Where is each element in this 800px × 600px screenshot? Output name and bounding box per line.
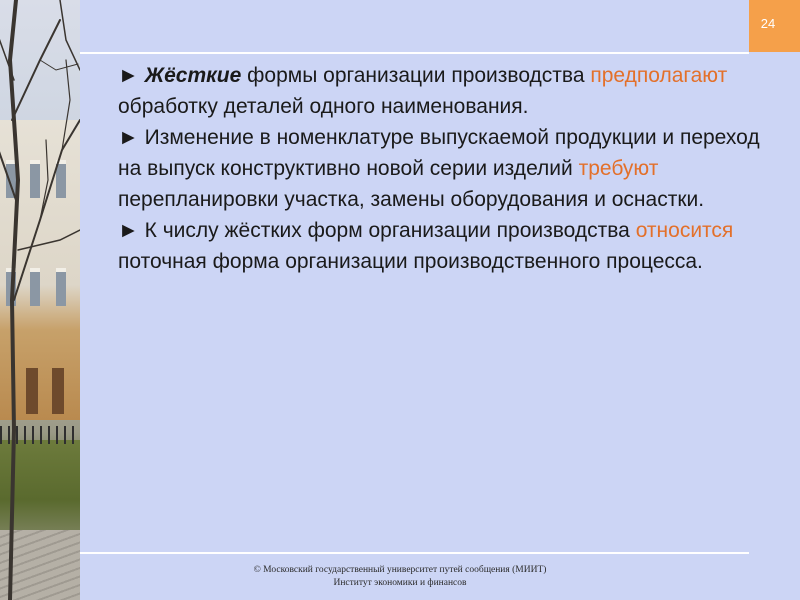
bullet-arrow-icon: ► — [118, 64, 139, 87]
footer-line-university: © Московский государственный университет путей сообщения (МИИТ) — [253, 565, 547, 575]
paragraph-text: обработку деталей одного наименования. — [118, 95, 529, 118]
paragraph-text: К числу жёстких форм организации производства — [144, 219, 636, 242]
page-number: 24 — [760, 16, 776, 31]
paragraph-text: Изменение в номенклатуре выпускаемой продукции и переход на выпуск конструктивно новой серии изделий — [118, 126, 760, 180]
top-divider — [80, 52, 749, 54]
paragraph-flow-form — [118, 215, 778, 277]
slide-body — [118, 60, 778, 277]
footer-line-institute: Институт экономики и финансов — [333, 578, 467, 588]
bullet-arrow-icon: ► — [118, 126, 139, 149]
bottom-divider — [80, 552, 749, 554]
campus-photo-strip — [0, 0, 80, 600]
bullet-arrow-icon: ► — [118, 219, 139, 242]
highlighted-verb: предполагают — [590, 64, 728, 87]
paragraph-text: перепланировки участка, замены оборудования и оснастки. — [118, 188, 705, 211]
highlighted-verb: относится — [635, 219, 734, 242]
tree-branches — [0, 0, 80, 600]
paragraph-text: поточная форма организации производственного процесса. — [118, 250, 703, 273]
paragraph-nomenclature-change — [118, 122, 778, 215]
highlighted-verb: требуют — [578, 157, 659, 180]
footer-copyright — [200, 564, 600, 590]
paragraph-text: формы организации производства — [241, 64, 591, 87]
paragraph-rigid-forms — [118, 60, 778, 122]
emphasis-term: Жёсткие — [144, 64, 242, 87]
